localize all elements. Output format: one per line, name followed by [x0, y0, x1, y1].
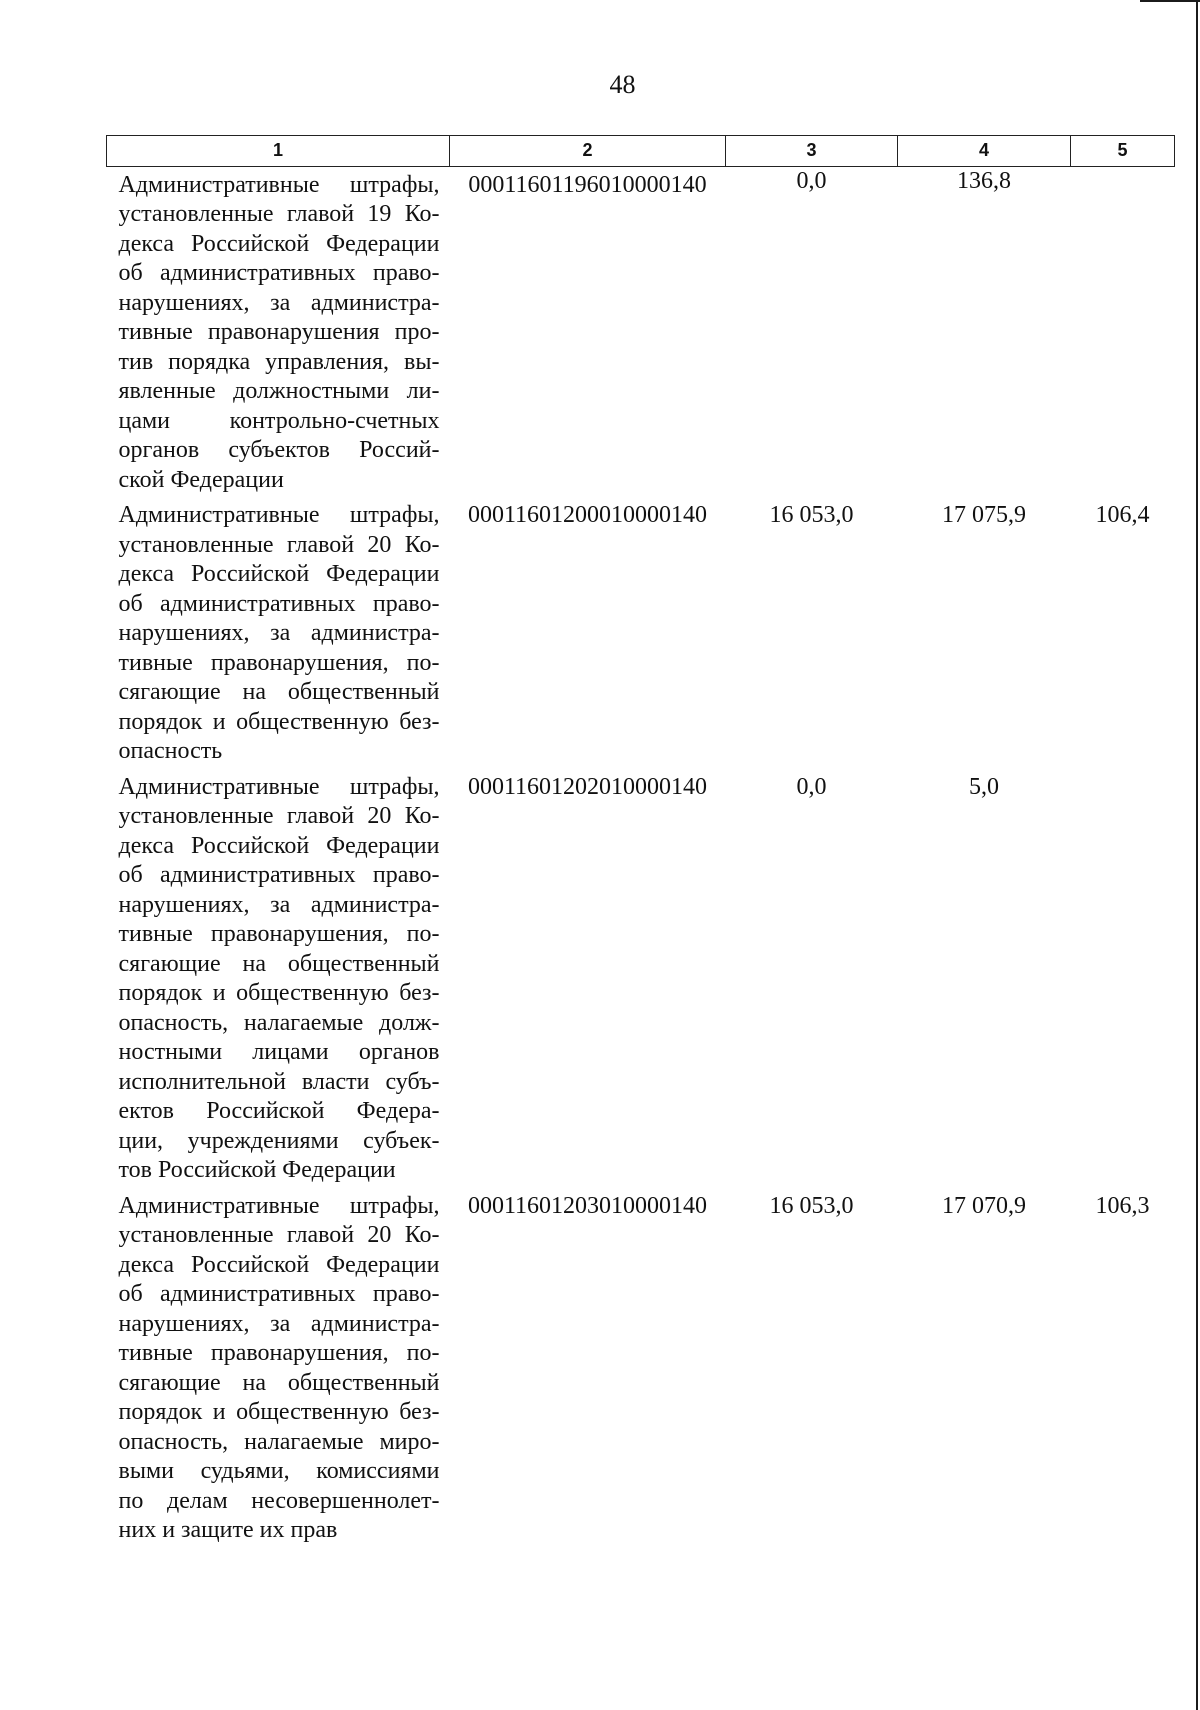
description-line: установленные главой 20 Ко- [118, 1222, 440, 1248]
value-col5: 106,4 [1095, 502, 1150, 528]
description-line: декса Российской Федерации [118, 1251, 440, 1278]
value-col4: 17 075,9 [942, 502, 1026, 528]
description-line: тивные правонарушения, по- [118, 1340, 440, 1366]
description-line: об административных право- [118, 1281, 440, 1307]
row-description [107, 497, 450, 769]
budget-code: 00011601200010000140 [467, 502, 708, 528]
description-line: сягающие на общественный [118, 679, 440, 705]
description-line: Административные штрафы, [118, 1192, 440, 1219]
description-line: тивные правонарушения, по- [118, 649, 440, 676]
column-header-2: 2 [450, 136, 726, 167]
description-line: опасность, налагаемые долж- [118, 1009, 440, 1036]
description-line: ностными лицами органов [118, 1039, 440, 1065]
description-line: органов субъектов Россий- [118, 437, 440, 463]
description-line: об административных право- [118, 260, 440, 286]
column-header-5: 5 [1071, 136, 1175, 167]
description-line: установленные главой 20 Ко- [118, 803, 440, 829]
description-line: нарушениях, за администра- [118, 289, 440, 316]
table-row [107, 497, 1175, 769]
description-line: сягающие на общественный [118, 950, 440, 977]
description-line: об административных право- [118, 862, 440, 888]
description-line: Административные штрафы, [118, 171, 440, 198]
description-line: выми судьями, комиссиями [118, 1458, 440, 1484]
description-line: Административные штрафы, [118, 773, 440, 800]
value-col5 [1071, 769, 1175, 1188]
description-line: декса Российской Федерации [118, 561, 440, 587]
description-line: исполнительной власти субъ- [118, 1068, 440, 1095]
description-line: порядок и общественную без- [118, 708, 440, 735]
description-line: декса Российской Федерации [118, 230, 440, 257]
table-row [107, 769, 1175, 1188]
table-header-row [107, 136, 1175, 167]
description-line: опасность, налагаемые миро- [118, 1428, 440, 1455]
revenue-table [106, 135, 1175, 1548]
table-row [107, 1188, 1175, 1548]
description-line: сягающие на общественный [118, 1369, 440, 1396]
description-line: по делам несовершеннолет- [118, 1487, 440, 1514]
description-line: тов Российской Федерации [118, 1157, 396, 1183]
budget-code: 00011601196010000140 [468, 171, 707, 198]
description-line: тивные правонарушения про- [118, 319, 440, 345]
value-col4: 17 070,9 [942, 1192, 1026, 1219]
description-line: тивные правонарушения, по- [118, 921, 440, 947]
description-line: декса Российской Федерации [118, 832, 440, 859]
description-line: ской Федерации [118, 466, 284, 493]
description-line: нарушениях, за администра- [118, 1310, 440, 1337]
column-header-4: 4 [898, 136, 1071, 167]
description-line: опасность [118, 738, 223, 764]
value-col3: 16 053,0 [769, 1192, 854, 1219]
description-line: ции, учреждениями субъек- [118, 1127, 440, 1154]
value-col3: 16 053,0 [769, 502, 854, 528]
description-line: Административные штрафы, [118, 502, 440, 528]
value-col5: 106,3 [1095, 1192, 1150, 1219]
description-line: явленные должностными ли- [118, 378, 440, 404]
description-line: ектов Российской Федера- [118, 1098, 440, 1124]
scan-edge-top [1140, 0, 1200, 2]
row-description [107, 769, 450, 1188]
description-line: установленные главой 19 Ко- [118, 201, 440, 227]
page-number: 48 [609, 70, 636, 99]
description-line: об административных право- [118, 590, 440, 617]
row-description [107, 1188, 450, 1548]
value-col3: 0,0 [796, 773, 827, 800]
row-description [107, 166, 450, 497]
description-line: нарушениях, за администра- [118, 891, 440, 918]
description-line: тив порядка управления, вы- [118, 348, 440, 375]
value-col4: 5,0 [969, 773, 999, 800]
description-line: нарушениях, за администра- [118, 620, 440, 646]
value-col5 [1071, 166, 1175, 497]
value-col3: 0,0 [796, 167, 827, 194]
description-line: них и защите их прав [118, 1517, 338, 1543]
column-header-1: 1 [107, 136, 450, 167]
scan-edge-right [1196, 0, 1198, 1710]
description-line: установленные главой 20 Ко- [118, 531, 440, 558]
budget-code: 00011601203010000140 [467, 1192, 708, 1219]
description-line: порядок и общественную без- [118, 1399, 440, 1425]
budget-code: 00011601202010000140 [467, 773, 708, 800]
column-header-3: 3 [726, 136, 898, 167]
table-row [107, 166, 1175, 497]
description-line: порядок и общественную без- [118, 980, 440, 1006]
value-col4: 136,8 [957, 167, 1011, 194]
description-line: цами контрольно-счетных [118, 407, 440, 434]
